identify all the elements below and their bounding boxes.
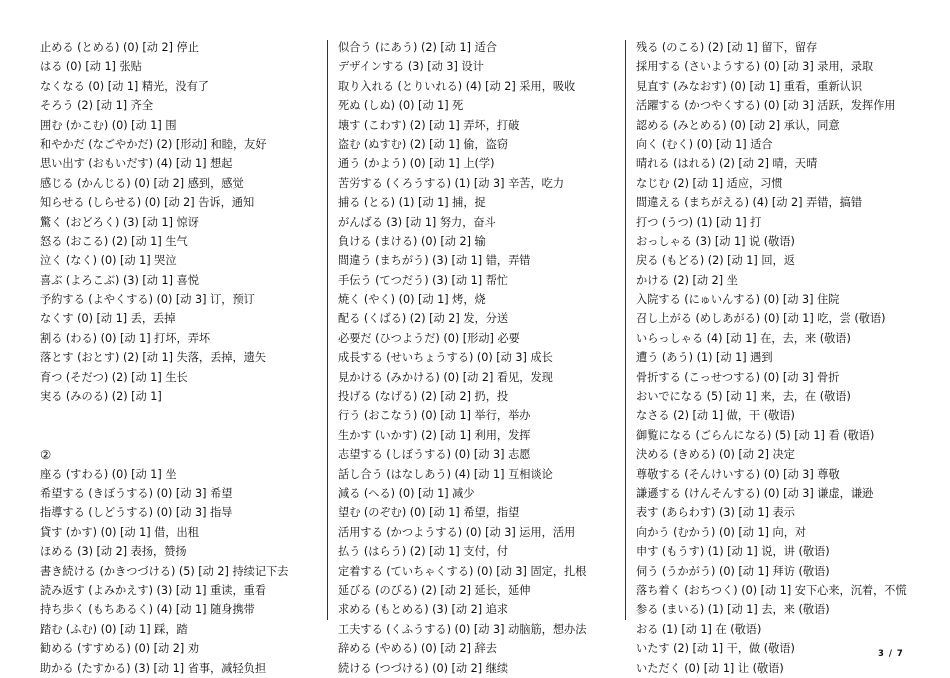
vocab-entry: 投げる (なげる) (2) [动 2] 扔，投 — [338, 390, 509, 404]
entry-list-a — [40, 38, 324, 406]
vocab-entry: がんばる (3) [动 1] 努力，奋斗 — [338, 215, 496, 229]
vocab-entry: 工夫する (くふうする) (0) [动 3] 动脑筋，想办法 — [338, 622, 587, 636]
vocab-entry: 骨折する (こっせつする) (0) [动 3] 骨折 — [636, 370, 840, 384]
vocab-entry: 打つ (うつ) (1) [动 1] 打 — [636, 215, 762, 229]
vocab-entry: 生かす (いかす) (2) [动 1] 利用，发挥 — [338, 428, 531, 442]
vocab-entry: 捕る (とる) (1) [动 1] 捕，捉 — [338, 196, 486, 210]
vocab-entry: 辞める (やめる) (0) [动 2] 辞去 — [338, 642, 497, 656]
vocab-entry: 間違う (まちがう) (3) [动 1] 错，弄错 — [338, 254, 531, 268]
vocab-entry: 求める (もとめる) (3) [动 2] 追求 — [338, 603, 509, 617]
vocab-entry: 戻る (もどる) (2) [动 1] 回，返 — [636, 254, 795, 268]
vocab-entry: 話し合う (はなしあう) (4) [动 1] 互相谈论 — [338, 467, 553, 481]
column-divider — [625, 40, 626, 620]
vocab-entry: 続ける (つづける) (0) [动 2] 继续 — [338, 661, 509, 675]
vocab-entry: 取り入れる (とりいれる) (4) [动 2] 采用，吸收 — [338, 79, 576, 93]
vocab-entry: 遭う (あう) (1) [动 1] 遇到 — [636, 351, 773, 365]
vocab-entry: 予約する (よやくする) (0) [动 3] 订，预订 — [40, 293, 255, 307]
vocab-entry: 知らせる (しらせる) (0) [动 2] 告诉，通知 — [40, 196, 255, 210]
vocab-entry: 参る (まいる) (1) [动 1] 去，来 (敬语) — [636, 603, 830, 617]
vocab-entry: 活躍する (かつやくする) (0) [动 3] 活跃，发挥作用 — [636, 99, 896, 113]
vocab-entry: 伺う (うかがう) (0) [动 1] 拜访 (敬语) — [636, 564, 830, 578]
vocab-entry: 払う (はらう) (2) [动 1] 支付，付 — [338, 545, 509, 559]
vocab-entry: おっしゃる (3) [动 1] 说 (敬语) — [636, 234, 795, 248]
vocab-entry: 似合う (にあう) (2) [动 1] 适合 — [338, 41, 497, 54]
vocab-entry: デザインする (3) [动 3] 设计 — [338, 60, 484, 74]
entry-list-b — [40, 465, 324, 678]
vocab-entry: 盗む (ぬすむ) (2) [动 1] 偷，盗窃 — [338, 137, 509, 151]
vocab-entry: 採用する (さいようする) (0) [动 3] 录用，录取 — [636, 60, 874, 74]
vocab-entry: 成長する (せいちょうする) (0) [动 3] 成长 — [338, 351, 553, 365]
vocab-entry: 表す (あらわす) (3) [动 1] 表示 — [636, 506, 795, 520]
vocab-entry: 通う (かよう) (0) [动 1] 上(学) — [338, 157, 495, 171]
vocab-entry: 持ち歩く (もちあるく) (4) [动 1] 随身携带 — [40, 603, 255, 617]
vocab-entry: 召し上がる (めしあがる) (0) [动 1] 吃，尝 (敬语) — [636, 312, 886, 326]
vocab-entry: いただく (0) [动 1] 让 (敬语) — [636, 661, 784, 675]
vocab-entry: 泣く (なく) (0) [动 1] 哭泣 — [40, 254, 177, 268]
vocab-entry: なくなる (0) [动 1] 精光，没有了 — [40, 79, 209, 93]
vocab-entry: はる (0) [动 1] 张贴 — [40, 60, 142, 74]
vocab-entry: 必要だ (ひつようだ) (0) [形动] 必要 — [338, 331, 520, 345]
vocab-entry: おる (1) [动 1] 在 (敬语) — [636, 622, 762, 636]
vocab-entry: 貸す (かす) (0) [动 1] 借，出租 — [40, 525, 199, 539]
vocab-entry: 決める (きめる) (0) [动 2] 决定 — [636, 448, 795, 462]
vocab-entry: 思い出す (おもいだす) (4) [动 1] 想起 — [40, 157, 233, 171]
vocab-entry: 希望する (きぼうする) (0) [动 3] 希望 — [40, 486, 233, 500]
vocab-entry: 志望する (しぼうする) (0) [动 3] 志愿 — [338, 448, 531, 462]
vocab-entry: 落とす (おとす) (2) [动 1] 失落，丢掉，遗矢 — [40, 351, 267, 365]
vocab-entry: 落ち着く (おちつく) (0) [动 1] 安下心来，沉着，不慌 — [636, 583, 907, 597]
vocab-entry: そろう (2) [动 1] 齐全 — [40, 99, 154, 113]
vocab-entry: 見直す (みなおす) (0) [动 1] 重看，重新认识 — [636, 79, 863, 93]
entry-list — [338, 38, 620, 678]
vocab-entry: なじむ (2) [动 1] 适应，习惯 — [636, 176, 783, 190]
vocab-entry: 残る (のこる) (2) [动 1] 留下，留存 — [636, 41, 818, 54]
vocab-entry: おいでになる (5) [动 1] 来，去，在 (敬语) — [636, 390, 851, 404]
vocab-entry: 減る (へる) (0) [动 1] 减少 — [338, 486, 475, 500]
vocab-entry: 助かる (たすかる) (3) [动 1] 省事，减轻负担 — [40, 661, 267, 675]
vocab-entry: 死ぬ (しぬ) (0) [动 1] 死 — [338, 99, 464, 113]
vocab-entry: なくす (0) [动 1] 丢，丢掉 — [40, 312, 176, 326]
vocab-entry: 尊敬する (そんけいする) (0) [动 3] 尊敬 — [636, 467, 840, 481]
spacer — [40, 426, 324, 445]
vocab-entry: 謙遜する (けんそんする) (0) [动 3] 谦虚，谦逊 — [636, 486, 874, 500]
vocab-entry: 焼く (やく) (0) [动 1] 烤，烧 — [338, 293, 486, 307]
vocab-entry: 延びる (のびる) (2) [动 2] 延长，延伸 — [338, 583, 531, 597]
vocab-entry: 座る (すわる) (0) [动 1] 坐 — [40, 467, 177, 481]
vocab-entry: 向く (むく) (0) [动 1] 适合 — [636, 137, 773, 151]
vocab-entry: 手伝う (てつだう) (3) [动 1] 帮忙 — [338, 273, 509, 287]
vocab-entry: 配る (くばる) (2) [动 2] 发，分送 — [338, 312, 509, 326]
vocab-entry: 読み返す (よみかえす) (3) [动 1] 重读，重看 — [40, 583, 267, 597]
vocab-column-1 — [40, 38, 324, 678]
vocab-entry: 申す (もうす) (1) [动 1] 说，讲 (敬语) — [636, 545, 830, 559]
vocab-entry: 書き続ける (かきつづける) (5) [动 2] 持续记下去 — [40, 564, 289, 578]
column-divider — [327, 40, 328, 620]
vocab-entry: 怒る (おこる) (2) [动 1] 生气 — [40, 234, 188, 248]
vocab-entry: 勧める (すすめる) (0) [动 2] 劝 — [40, 642, 200, 656]
vocab-entry: 感じる (かんじる) (0) [动 2] 感到，感觉 — [40, 176, 244, 190]
vocab-entry: 活用する (かつようする) (0) [动 3] 运用，活用 — [338, 525, 576, 539]
vocab-entry: ほめる (3) [动 2] 表扬，赞扬 — [40, 545, 187, 559]
vocab-entry: 指導する (しどうする) (0) [动 3] 指导 — [40, 506, 233, 520]
vocab-entry: 驚く (おどろく) (3) [动 1] 惊讶 — [40, 215, 199, 229]
vocab-entry: 喜ぶ (よろこぶ) (3) [动 1] 喜悦 — [40, 273, 199, 287]
vocab-entry: 踏む (ふむ) (0) [动 1] 踩，踏 — [40, 622, 188, 636]
vocab-entry: いたす (2) [动 1] 干，做 (敬语) — [636, 642, 795, 656]
vocab-entry: 認める (みとめる) (0) [动 2] 承认，同意 — [636, 118, 840, 132]
vocab-entry: 壊す (こわす) (2) [动 1] 弄坏，打破 — [338, 118, 520, 132]
vocab-entry: かける (2) [动 2] 坐 — [636, 273, 738, 287]
vocab-entry: 定着する (ていちゃくする) (0) [动 3] 固定，扎根 — [338, 564, 587, 578]
vocab-entry: 割る (わる) (0) [动 1] 打坏，弄坏 — [40, 331, 211, 345]
spacer — [40, 406, 324, 425]
entry-list — [636, 38, 918, 678]
vocab-entry: いらっしゃる (4) [动 1] 在，去，来 (敬语) — [636, 331, 851, 345]
vocab-entry: 間違える (まちがえる) (4) [动 2] 弄错，搞错 — [636, 196, 863, 210]
vocab-entry: 囲む (かこむ) (0) [动 1] 围 — [40, 118, 177, 132]
vocab-entry: 和やかだ (なごやかだ) (2) [形动] 和睦，友好 — [40, 137, 267, 151]
vocab-entry: 負ける (まける) (0) [动 2] 输 — [338, 234, 486, 248]
vocab-entry: 止める (とめる) (0) [动 2] 停止 — [40, 41, 199, 54]
page-indicator: 3 / 7 — [878, 649, 904, 659]
section-marker: ② — [40, 447, 52, 463]
vocab-entry: 望む (のぞむ) (0) [动 1] 希望，指望 — [338, 506, 520, 520]
vocab-entry: 入院する (にゅいんする) (0) [动 3] 住院 — [636, 293, 840, 307]
vocab-column-2 — [338, 38, 620, 678]
vocab-entry: 育つ (そだつ) (2) [动 1] 生长 — [40, 370, 188, 384]
vocab-column-3 — [636, 38, 918, 678]
vocab-entry: 実る (みのる) (2) [动 1] — [40, 390, 162, 404]
vocab-entry: 行う (おこなう) (0) [动 1] 举行，举办 — [338, 409, 531, 423]
vocab-entry: 晴れる (はれる) (2) [动 2] 晴，天晴 — [636, 157, 818, 171]
vocab-entry: なさる (2) [动 1] 做，干 (敬语) — [636, 409, 795, 423]
vocab-entry: 御覧になる (ごらんになる) (5) [动 1] 看 (敬语) — [636, 428, 875, 442]
vocab-entry: 向かう (むかう) (0) [动 1] 向，对 — [636, 525, 807, 539]
vocab-entry: 見かける (みかける) (0) [动 2] 看见，发现 — [338, 370, 553, 384]
vocab-entry: 苦労する (くろうする) (1) [动 3] 辛苦，吃力 — [338, 176, 565, 190]
